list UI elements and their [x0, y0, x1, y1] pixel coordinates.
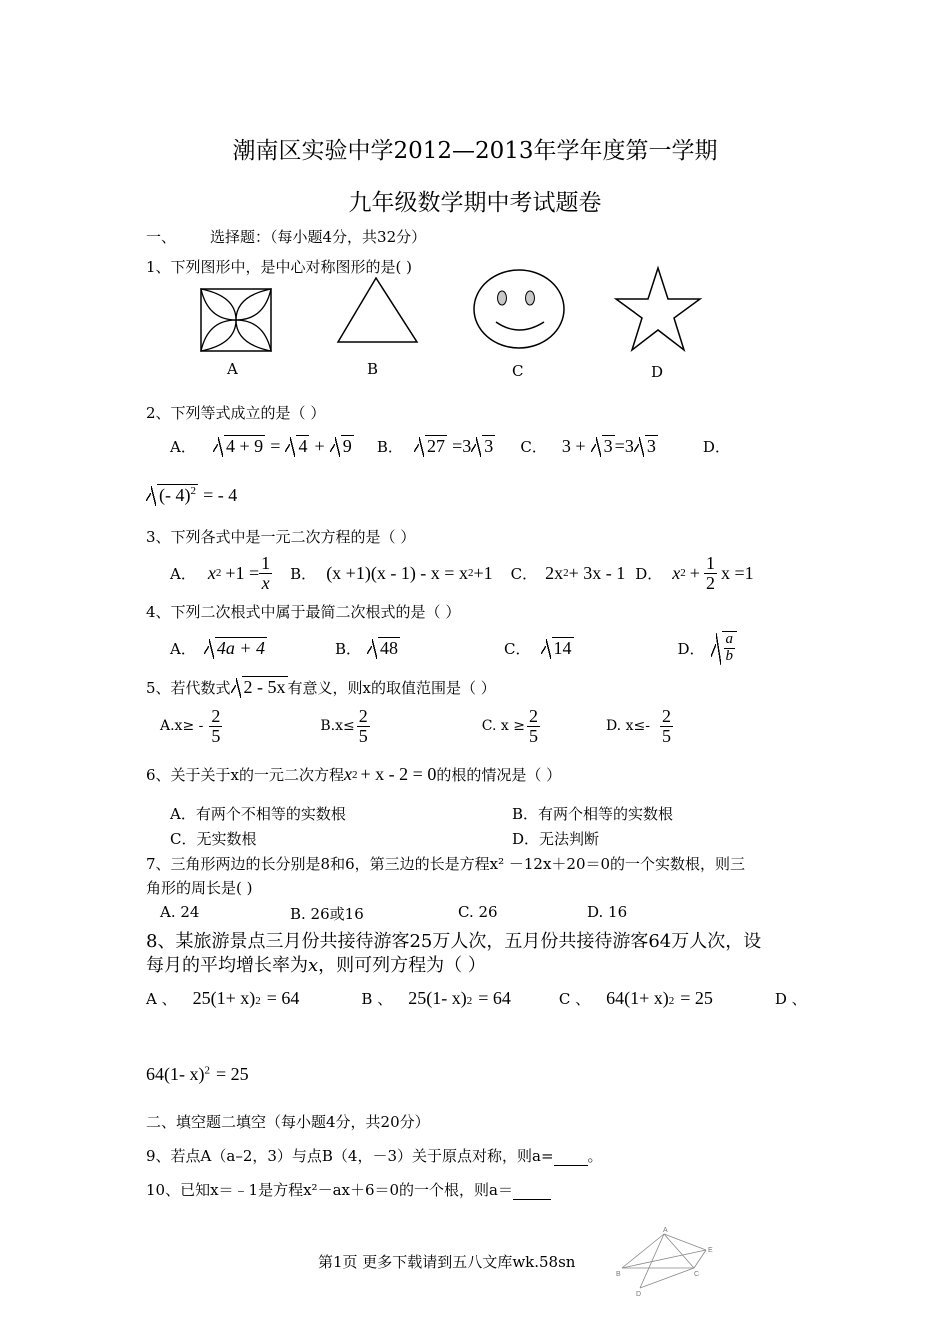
- q8-b-exp: 2: [466, 995, 473, 1007]
- q4-text: 4、下列二次根式中属于最简二次根式的是（ ）: [146, 603, 461, 621]
- q1-figure-b-triangle: [336, 276, 420, 344]
- section1-number: 一、: [146, 228, 177, 246]
- q7-line1: 7、三角形两边的长分别是8和6，第三边的长是方程x² －12x＋20＝0的一个实数根，则三: [146, 855, 746, 873]
- q4-d-num: a: [725, 631, 734, 648]
- q2-d-expression: [146, 484, 237, 506]
- q3-a-label: A．: [170, 564, 196, 583]
- q7-option-a: A. 24: [160, 903, 200, 921]
- footer-geometry-figure: [612, 1228, 722, 1298]
- q3-a-mid: +1 =: [225, 562, 260, 583]
- q3-d-num: 1: [705, 552, 715, 573]
- q5-b-num: 2: [358, 705, 368, 726]
- q2-d-label: D．: [702, 438, 730, 456]
- q3-d-x: x: [672, 562, 681, 583]
- q5-rad: 2 - 5x: [243, 677, 286, 697]
- q7-option-b: B. 26或16: [290, 905, 364, 923]
- q8-b-label: B 、: [361, 990, 393, 1008]
- q7-line2: 角形的周长是( ): [146, 879, 253, 897]
- q8-line2-post: ，则可列方程为（ ）: [318, 955, 486, 976]
- q6-text-post: 的根的情况是（ ）: [436, 766, 562, 784]
- q5-b-den: 5: [358, 725, 368, 746]
- q10-text: 10、已知x＝﹣1是方程x²－ax＋6＝0的一个根，则a＝: [146, 1181, 513, 1199]
- page-footer: 第1页 更多下载请到五八文库wk.58sn: [318, 1253, 576, 1271]
- q8-d-expression: [146, 1064, 249, 1085]
- q4-a-label: A．: [170, 639, 196, 658]
- q5-c-den: 5: [528, 725, 538, 746]
- q5-b-label: B.x≤: [320, 718, 355, 734]
- q5-c-label: C. x ≥: [481, 718, 525, 734]
- q2-d-eq: = - 4: [203, 485, 238, 505]
- q3-text: 3、下列各式中是一元二次方程的是（ ）: [146, 528, 416, 546]
- q8-d-eq: 64(1- x): [146, 1064, 205, 1084]
- q3-a-den: x: [261, 572, 270, 593]
- q1-figure-d-star: [614, 266, 702, 354]
- q5-a-num: 2: [211, 705, 221, 726]
- q2-d-rad: (- 4): [159, 485, 191, 505]
- q10-answer-blank[interactable]: [513, 1181, 551, 1200]
- q5-question: [146, 676, 496, 698]
- q3-d-plus: +: [689, 562, 700, 583]
- q1-label-d: D: [651, 363, 664, 381]
- q2-b-eq: =3: [452, 436, 472, 456]
- q3-c-label: C．: [510, 564, 538, 583]
- fig-label-d: D: [636, 1291, 642, 1298]
- q6-option-c: C．无实数根: [170, 830, 257, 848]
- q8-a-eq: 25(1+ x): [192, 988, 256, 1008]
- q8-c-exp: 2: [668, 995, 675, 1007]
- q8-c-tail: = 25: [680, 988, 713, 1008]
- exam-title-line2: 九年级数学期中考试题卷: [348, 190, 602, 216]
- q4-a-rad: 4a + 4: [216, 638, 265, 658]
- q8-a-tail: = 64: [266, 988, 300, 1008]
- q8-line2-pre: 每月的平均增长率为: [146, 955, 308, 976]
- q3-c-tail: + 3x - 1: [568, 562, 626, 583]
- q4-b-label: B．: [335, 639, 362, 658]
- q2-a-r1: 4: [298, 436, 308, 456]
- q9-tail: 。: [587, 1147, 603, 1165]
- q2-b-rad: 27: [427, 436, 445, 456]
- q1-figure-c-smiley: [472, 268, 566, 350]
- q3-b-exp: 2: [467, 567, 474, 579]
- exam-title-line1: 潮南区实验中学2012—2013年学年度第一学期: [232, 138, 718, 164]
- q3-options: [170, 550, 754, 596]
- q2-d-exp: 2: [190, 485, 196, 497]
- q1-text: 1、下列图形中，是中心对称图形的是( ): [146, 258, 413, 276]
- q6-text-pre: 6、关于关于x的一元二次方程: [146, 766, 345, 784]
- q4-d-label: D．: [677, 639, 705, 658]
- q3-b-label: B．: [290, 564, 317, 583]
- q2-c-eq: =3: [614, 436, 634, 456]
- q7-option-d: D. 16: [587, 903, 628, 921]
- q8-line2: [146, 951, 486, 977]
- q3-b-tail: +1: [473, 562, 493, 583]
- q4-options: [170, 628, 737, 668]
- q3-d-den: 2: [705, 572, 715, 593]
- q3-a-num: 1: [261, 552, 271, 573]
- q2-c-rad: 3: [603, 436, 613, 456]
- q5-c-num: 2: [528, 705, 538, 726]
- q1-label-a: A: [227, 360, 238, 378]
- q5-text-pre: 5、若代数式: [146, 678, 231, 697]
- q6-eq-exp: 2: [352, 768, 358, 781]
- q4-c-label: C．: [504, 639, 531, 658]
- q8-b-tail: = 64: [478, 988, 511, 1008]
- q2-c-left: 3 +: [561, 436, 586, 456]
- q8-d-label: D 、: [774, 990, 807, 1008]
- q8-c-eq: 64(1+ x): [606, 988, 669, 1008]
- q7-option-c: C. 26: [458, 903, 498, 921]
- q6-eq-tail: + x - 2 = 0: [360, 764, 437, 784]
- q1-label-c: C: [512, 362, 524, 380]
- q3-c-exp: 2: [563, 567, 569, 579]
- q2-c-label: C．: [520, 438, 547, 456]
- q9-answer-blank[interactable]: [554, 1147, 588, 1166]
- fig-label-c: C: [694, 1271, 700, 1278]
- q3-b-expr: (x +1)(x - 1) - x = x: [326, 562, 468, 583]
- q8-d-exp: 2: [204, 1064, 210, 1077]
- q2-b-label: B．: [376, 438, 403, 456]
- section2-heading: 二、填空题二填空（每小题4分，共20分）: [146, 1113, 430, 1131]
- q6-option-b: B．有两个相等的实数根: [512, 805, 674, 823]
- q8-a-label: A 、: [146, 990, 177, 1008]
- q2-text: 2、下列等式成立的是（ ）: [146, 404, 326, 422]
- q2-a-eq: =: [270, 436, 281, 456]
- q2-a-radicand: 4 + 9: [225, 436, 264, 456]
- q5-text-post: 有意义，则x的取值范围是（ ）: [287, 678, 496, 697]
- q8-d-tail: = 25: [215, 1064, 249, 1084]
- q5-a-label: A.x≥ -: [160, 718, 204, 734]
- q5-d-den: 5: [661, 725, 671, 746]
- q6-option-a: A．有两个不相等的实数根: [170, 805, 346, 823]
- q3-d-tail: x =1: [720, 562, 754, 583]
- q3-a-exp: 2: [215, 567, 222, 579]
- section1-heading: 选择题：（每小题4分，共32分）: [210, 228, 427, 246]
- q5-d-num: 2: [661, 705, 671, 726]
- q4-b-rad: 48: [380, 638, 399, 658]
- fig-label-e: E: [708, 1247, 713, 1254]
- q5-d-label: D. x≤-: [605, 718, 650, 734]
- q3-a-x: x: [207, 562, 216, 583]
- q5-options: [160, 703, 673, 749]
- q1-figure-a-square-petals: [200, 288, 272, 352]
- q3-d-label: D．: [635, 564, 663, 583]
- q4-d-den: b: [725, 648, 734, 664]
- q2-c-r: 3: [646, 436, 656, 456]
- q6-option-d: D．无法判断: [512, 830, 600, 848]
- q5-a-den: 5: [211, 725, 221, 746]
- q8-c-label: C 、: [558, 990, 591, 1008]
- q2-options: [170, 435, 730, 457]
- q6-question: [146, 764, 561, 785]
- q2-a-label: A．: [170, 438, 196, 456]
- q2-b-r: 3: [484, 436, 494, 456]
- fig-label-a: A: [663, 1227, 668, 1234]
- q8-a-exp: 2: [255, 995, 261, 1007]
- q4-c-rad: 14: [553, 638, 572, 658]
- q2-a-r2: 9: [342, 436, 352, 456]
- q8-line2-var: x: [308, 955, 319, 976]
- fig-label-b: B: [616, 1271, 621, 1278]
- q3-d-exp: 2: [680, 567, 686, 579]
- q10-line: [146, 1179, 551, 1200]
- q1-label-b: B: [367, 360, 379, 378]
- q8-options: [146, 988, 807, 1009]
- q9-text: 9、若点A（a–2，3）与点B（4，－3）关于原点对称，则a=: [146, 1147, 554, 1165]
- q3-c-pre: 2x: [545, 562, 564, 583]
- q8-line1: 8、某旅游景点三月份共接待游客25万人次，五月份共接待游客64万人次，设: [146, 931, 762, 952]
- q9-line: [146, 1145, 603, 1166]
- q8-b-eq: 25(1- x): [408, 988, 467, 1008]
- q6-eq-x: x: [344, 764, 353, 784]
- q2-a-plus: +: [314, 436, 325, 456]
